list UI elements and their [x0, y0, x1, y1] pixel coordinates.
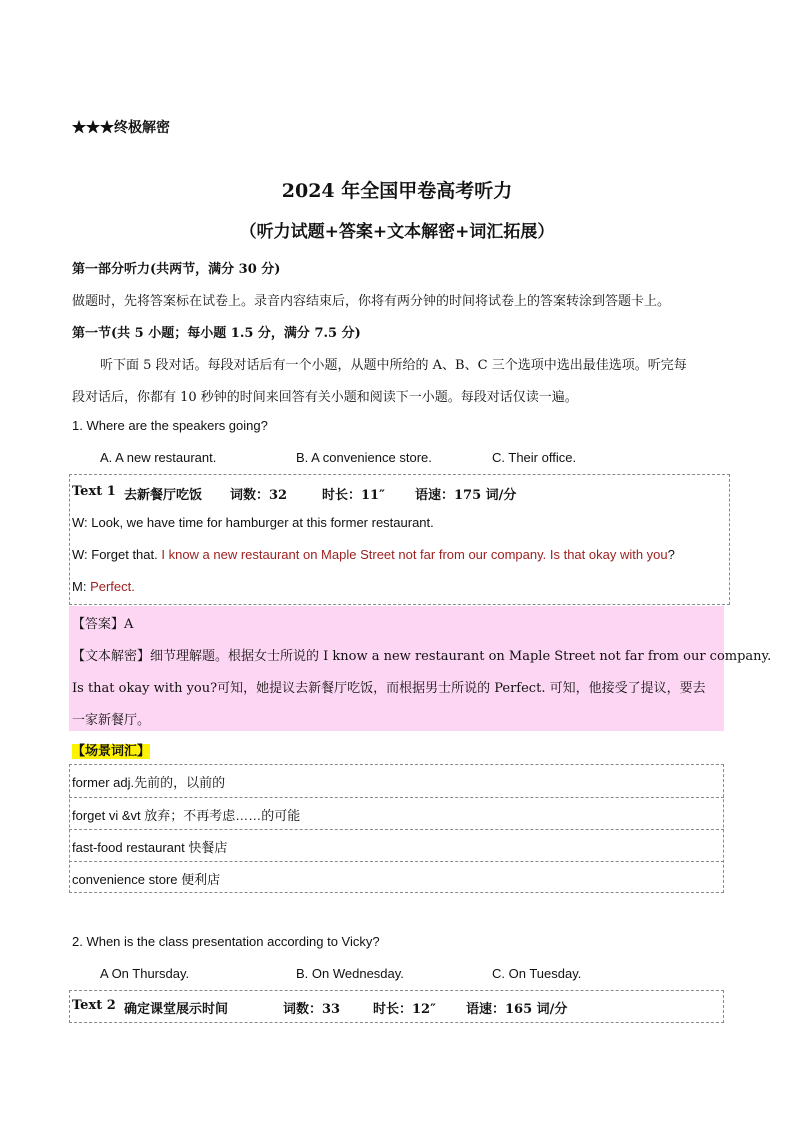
q1-option-b: B. A convenience store. — [296, 450, 432, 465]
vocab-title — [72, 740, 150, 759]
vocab-item: fast-food restaurant 快餐店 — [72, 840, 228, 855]
text2-words: 词数：33 — [283, 1002, 341, 1017]
text1-speed: 语速：175 词/分 — [415, 488, 517, 503]
q1-analysis-line3: 一家新餐厅。 — [72, 713, 151, 728]
page-title: 2024 年全国甲卷高考听力 — [281, 180, 513, 202]
part1-heading: 第一部分听力(共两节，满分 30 分) — [72, 262, 281, 277]
q1-question: 1. Where are the speakers going? — [72, 418, 268, 433]
q1-analysis-line2: Is that okay with you?可知，她提议去新餐厅吃饭，而根据男士所说的 Perfect. 可知，他接受了提议，要去 — [72, 681, 706, 696]
q2-option-c: C. On Tuesday. — [492, 966, 582, 981]
vocab-item: former adj.先前的，以前的 — [72, 775, 226, 790]
text1-words: 词数：32 — [230, 488, 288, 503]
q1-option-a: A. A new restaurant. — [100, 450, 217, 465]
text2-duration: 时长：12″ — [373, 1002, 436, 1017]
q1-analysis-line1: 【文本解密】细节理解题。根据女士所说的 I know a new restaurant on Maple Street not far from our company. — [72, 649, 772, 664]
speaker: W: — [72, 515, 92, 530]
vocab-item: convenience store 便利店 — [72, 872, 221, 887]
analysis-panel — [69, 606, 724, 731]
vocab-item: forget vi &vt 放弃；不再考虑……的可能 — [72, 808, 301, 823]
dialogue-line — [72, 547, 675, 562]
q1-answer: 【答案】A — [72, 617, 134, 632]
key-sentence: I know a new restaurant on Maple Street not far from our company. Is that okay with you — [161, 547, 668, 562]
q2-option-a: A On Thursday. — [100, 966, 190, 981]
speaker: W: — [72, 547, 92, 562]
q2-question: 2. When is the class presentation according to Vicky? — [72, 934, 380, 949]
section1-instruction-line2: 段对话后，你都有 10 秒钟的时间来回答有关小题和阅读下一小题。每段对话仅读一遍。 — [72, 390, 578, 405]
speaker: M: — [72, 579, 91, 594]
vocab-divider — [69, 861, 724, 862]
dialogue-line — [72, 515, 434, 530]
page-subtitle: （听力试题+答案+文本解密+词汇拓展） — [239, 222, 555, 242]
q2-option-b: B. On Wednesday. — [296, 966, 404, 981]
text2-label: Text 2 — [72, 998, 116, 1013]
line-text: Look, we have time for hamburger at this former restaurant. — [91, 515, 434, 530]
section1-heading: 第一节(共 5 小题；每小题 1.5 分，满分 7.5 分) — [72, 326, 361, 341]
text1-duration: 时长：11″ — [322, 488, 385, 503]
text1-topic: 去新餐厅吃饭 — [124, 488, 203, 503]
text2-speed: 语速：165 词/分 — [466, 1002, 568, 1017]
part1-instruction: 做题时，先将答案标在试卷上。录音内容结束后，你将有两分钟的时间将试卷上的答案转涂到答题卡上。 — [72, 294, 671, 309]
vocab-divider — [69, 797, 724, 798]
header-tag: ★★★终极解密 — [72, 120, 170, 136]
section1-instruction-line1: 听下面 5 段对话。每段对话后有一个小题，从题中所给的 A、B、C 三个选项中选出最佳选项。听完每 — [100, 358, 687, 373]
dialogue-line — [72, 579, 135, 594]
vocab-divider — [69, 829, 724, 830]
q1-option-c: C. Their office. — [492, 450, 577, 465]
line-tail: ? — [667, 547, 675, 562]
line-text: Forget that. — [91, 547, 162, 562]
text2-topic: 确定课堂展示时间 — [124, 1002, 229, 1017]
text1-label: Text 1 — [72, 484, 116, 499]
key-sentence: Perfect. — [90, 579, 135, 594]
vocab-title-text: 【场景词汇】 — [72, 744, 151, 759]
